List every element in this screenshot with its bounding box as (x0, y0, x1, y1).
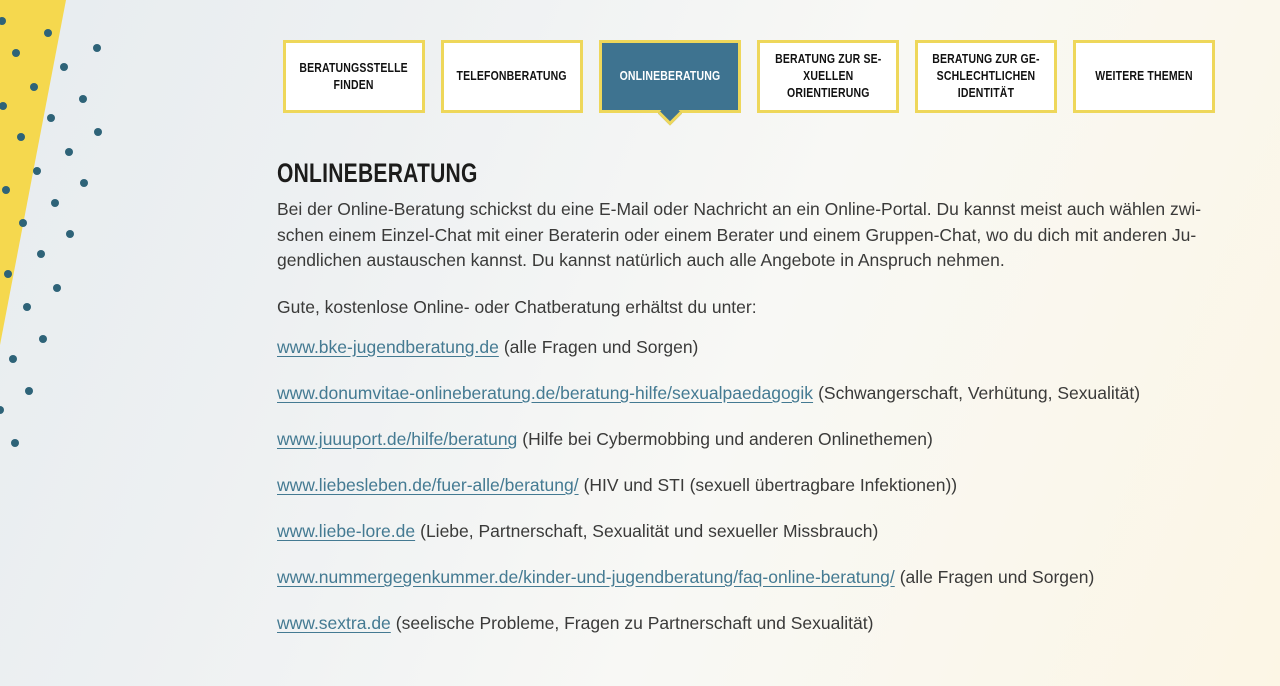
tab-label-line: BERATUNG ZUR GE- (932, 52, 1040, 66)
counseling-link[interactable]: www.liebe-lore.de (277, 521, 416, 541)
tab-label-line: SCHLECHTLICHEN (936, 69, 1036, 83)
paragraph-line: schen einem Einzel-Chat mit einer Beraterin oder einem Berater und einem Gruppen-Chat, wo du dich mit anderen Ju- (277, 224, 1197, 245)
dot (17, 133, 25, 141)
tab-label-line: WEITERE THEMEN (1095, 69, 1193, 83)
counseling-link[interactable]: www.sextra.de (277, 613, 391, 633)
link-row (277, 519, 1227, 545)
dot (80, 179, 88, 187)
lead-text: Gute, kostenlose Online- oder Chatberatung erhältst du unter: (277, 296, 757, 317)
dot (47, 114, 55, 122)
dot (33, 167, 41, 175)
link-note: (alle Fragen und Sorgen) (503, 337, 699, 357)
yellow-wedge-decoration (0, 0, 70, 350)
tab-label-line: BERATUNGSSTELLE (299, 60, 409, 75)
dot (11, 439, 19, 447)
dot (66, 230, 74, 238)
dot (51, 199, 59, 207)
tab-label-line: ORIENTIERUNG (786, 86, 870, 100)
dot (23, 303, 31, 311)
dot (9, 355, 17, 363)
tab-label-line: FINDEN (333, 77, 375, 92)
counseling-link[interactable]: www.bke-jugendberatung.de (277, 337, 499, 357)
link-note: (Schwangerschaft, Verhütung, Sexualität) (818, 383, 1141, 403)
link-row (277, 381, 1227, 407)
link-note: (Hilfe bei Cybermobbing und anderen Onlinethemen) (522, 429, 933, 449)
tab-label-line: BERATUNG ZUR SE- (774, 52, 882, 66)
counseling-link[interactable]: www.juuuport.de/hilfe/beratung (277, 429, 518, 449)
dot (93, 44, 101, 52)
dot (19, 219, 27, 227)
dot (4, 270, 12, 278)
paragraph-line: gendlichen austauschen kannst. Du kannst natürlich auch alle Angebote in Anspruch nehmen. (277, 250, 1005, 270)
main-content (277, 0, 1227, 657)
link-note: (Liebe, Partnerschaft, Sexualität und sexueller Missbrauch) (420, 521, 879, 541)
tab-label-line: ONLINEBERATUNG (619, 69, 721, 83)
link-row (277, 335, 1227, 361)
counseling-link[interactable]: www.liebesleben.de/fuer-alle/beratung/ (277, 475, 579, 495)
link-row (277, 565, 1227, 591)
dot (25, 387, 33, 395)
dot (65, 148, 73, 156)
dot (44, 29, 52, 37)
link-note: (HIV und STI (sexuell übertragbare Infektionen)) (583, 475, 958, 495)
dot (30, 83, 38, 91)
dot (12, 49, 20, 57)
counseling-link[interactable]: www.nummergegenkummer.de/kinder-und-jugendberatung/faq-online-beratung/ (277, 567, 895, 587)
dot (2, 186, 10, 194)
dot (39, 335, 47, 343)
counseling-link[interactable]: www.donumvitae-onlineberatung.de/beratung-hilfe/sexualpaedagogik (277, 383, 814, 403)
counseling-link-list (277, 335, 1227, 637)
link-row (277, 473, 1227, 499)
tab-label-line: XUELLEN (802, 69, 854, 83)
link-note: (seelische Probleme, Fragen zu Partnerschaft und Sexualität) (395, 613, 874, 633)
tab-label-line: IDENTITÄT (957, 86, 1015, 100)
link-row (277, 611, 1227, 637)
paragraph-line: Bei der Online-Beratung schickst du eine E-Mail oder Nachricht an ein Online-Portal. Du kannst meist auch wählen zwi- (277, 199, 1202, 219)
tab-label-line: TELEFONBERATUNG (456, 69, 568, 83)
dot (79, 95, 87, 103)
page-title: ONLINEBERATUNG (277, 158, 478, 188)
link-note: (alle Fragen und Sorgen) (899, 567, 1095, 587)
intro-paragraph (277, 197, 1227, 274)
dot (37, 250, 45, 258)
dot (0, 406, 4, 414)
dot (94, 128, 102, 136)
link-row (277, 427, 1227, 453)
dot (53, 284, 61, 292)
dot (60, 63, 68, 71)
